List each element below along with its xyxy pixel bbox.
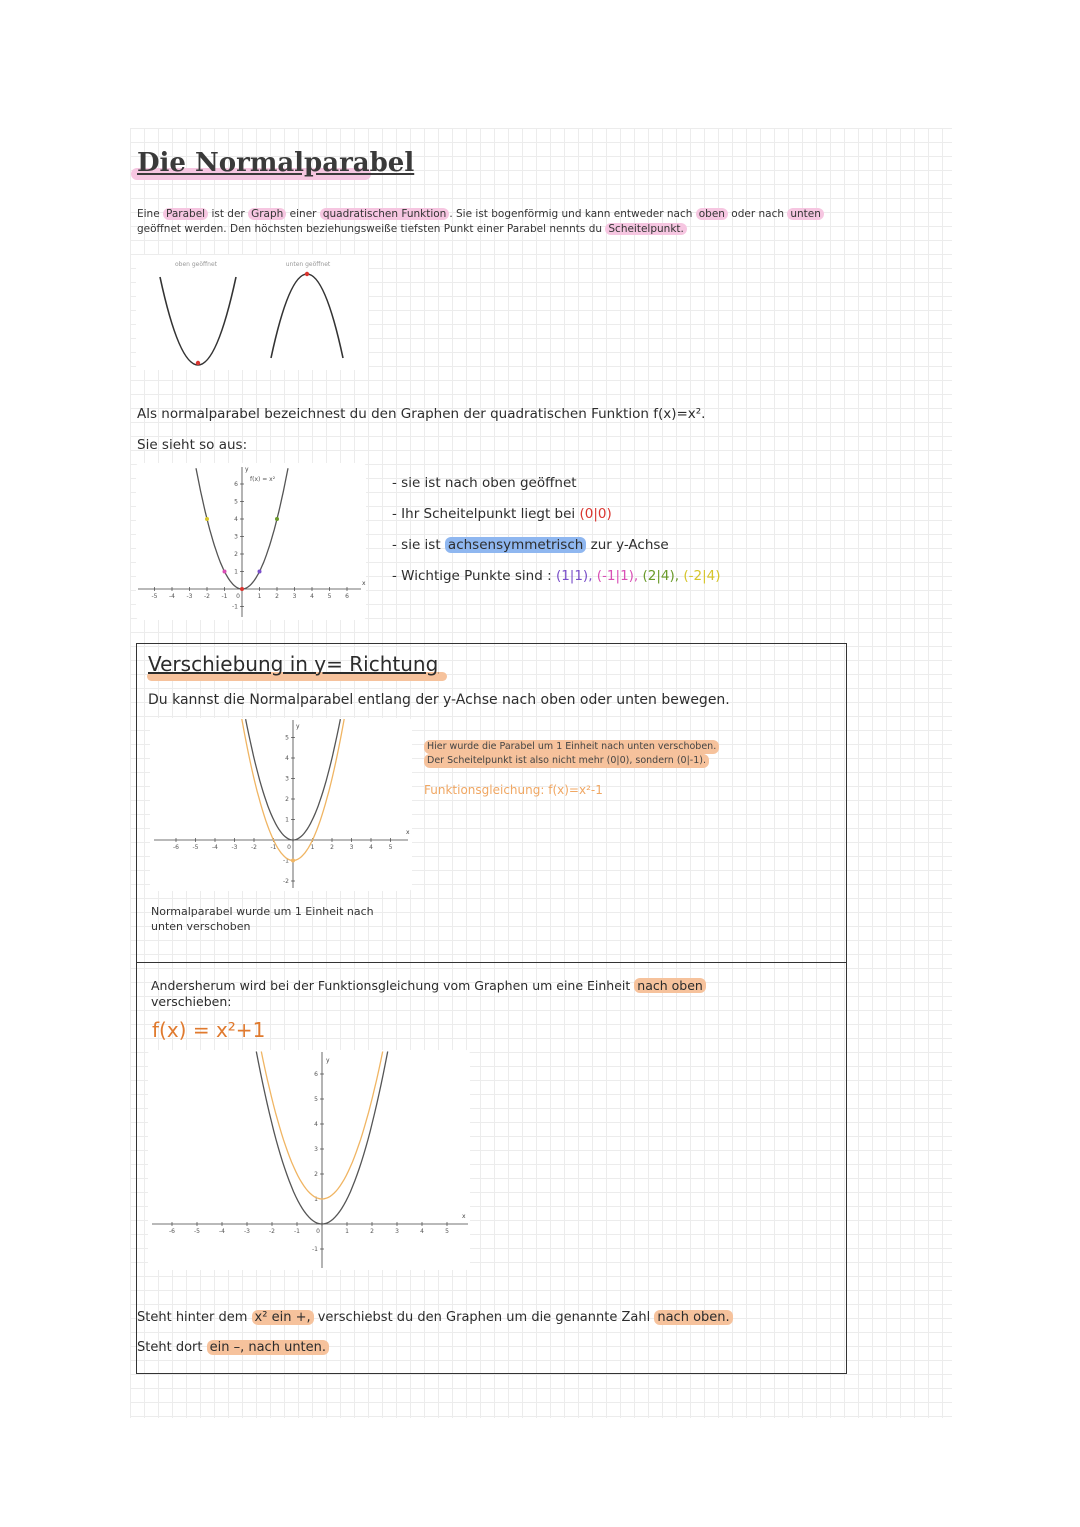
rule-plus — [137, 1310, 733, 1325]
point-label-1-1: (1|1), — [555, 568, 593, 584]
term-achsensymmetrisch: achsensymmetrisch — [445, 537, 586, 553]
term-oben: oben — [696, 208, 728, 220]
x-tick-label: -3 — [231, 844, 238, 851]
label-oben-geoeffnet: oben geöffnet — [174, 261, 218, 268]
normal-definition: Als normalparabel bezeichnest du den Graphen der quadratischen Funktion f(x)=x². — [137, 406, 706, 422]
term-minus-nach-unten: ein –, nach unten. — [207, 1340, 329, 1355]
property-vertex-text: - Ihr Scheitelpunkt liegt bei — [392, 506, 576, 522]
properties-list — [392, 468, 721, 592]
x-tick-label: -5 — [151, 593, 158, 600]
shift-note-line2: Der Scheitelpunkt ist also nicht mehr (0|0), sondern (0|-1). — [424, 754, 709, 768]
x-tick-label: 1 — [345, 1228, 349, 1235]
normal-graph-card — [136, 463, 366, 620]
x-tick-label: 0 — [236, 593, 240, 600]
shift-up-graph-card — [148, 1050, 470, 1270]
y-tick-label: 3 — [234, 533, 238, 541]
y-tick-label: -1 — [283, 857, 289, 865]
term-graph: Graph — [248, 208, 286, 220]
x-tick-label: -1 — [221, 593, 228, 600]
property-important-points — [392, 561, 721, 592]
x-tick-label: -1 — [294, 1228, 300, 1235]
shift-caption — [151, 904, 374, 934]
y-tick-label: 4 — [234, 516, 238, 523]
y-tick-label: 6 — [234, 481, 238, 488]
downward-parabel — [271, 274, 343, 358]
x-tick-label: 5 — [445, 1228, 449, 1235]
rule-minus — [137, 1340, 329, 1355]
y-tick-label: 4 — [285, 755, 289, 762]
term-unten: unten — [787, 208, 824, 220]
caption-line2: unten verschoben — [151, 920, 251, 933]
point-0-0 — [240, 587, 244, 591]
caption-line1: Normalparabel wurde um 1 Einheit nach — [151, 905, 374, 918]
y-tick-label: 2 — [285, 796, 289, 803]
y-tick-label: 1 — [234, 568, 238, 576]
shift-up-intro — [151, 978, 706, 1010]
page-title: Die Normalparabel — [137, 148, 415, 178]
shift-heading: Verschiebung in y= Richtung — [148, 652, 439, 676]
x-tick-label: -1 — [270, 844, 277, 851]
x-tick-label: 3 — [349, 844, 354, 851]
x-tick-label: 4 — [310, 593, 314, 600]
point-minus1-1 — [223, 570, 227, 574]
x-tick-label: -4 — [212, 844, 218, 851]
shift-equation — [424, 783, 603, 797]
intro-text: geöffnet werden. Den höchsten beziehungsweiße tiefsten Punkt einer Parabel nennts du — [137, 223, 603, 235]
property-symmetry — [392, 530, 721, 561]
x-axis-label: x — [406, 829, 410, 836]
intro-paragraph — [137, 207, 837, 237]
x-tick-label: 1 — [257, 593, 262, 600]
y-tick-label: 6 — [314, 1071, 318, 1078]
shifted-vertex — [291, 859, 295, 863]
x-tick-label: 0 — [316, 1228, 320, 1235]
x-tick-label: 2 — [330, 844, 334, 851]
opening-figure-card — [136, 255, 368, 370]
intro-text: einer — [289, 208, 317, 220]
upward-parabel — [160, 277, 236, 365]
vertex-max-point — [305, 272, 309, 276]
shift-intro: Du kannst die Normalparabel entlang der y-Achse nach oben oder unten bewegen. — [148, 692, 730, 708]
y-tick-label: -2 — [283, 878, 289, 885]
equation-shift-up: f(x) = x²+1 — [152, 1018, 266, 1042]
shift-up-text-2: verschieben: — [151, 994, 232, 1009]
x-axis-label: x — [362, 580, 366, 587]
y-axis-label: y — [326, 1057, 330, 1064]
rule-text-3: Steht dort — [137, 1340, 203, 1355]
point-minus2-4 — [205, 517, 209, 521]
property-vertex — [392, 499, 721, 530]
property-points-text: - Wichtige Punkte sind : — [392, 568, 552, 584]
point-2-4 — [275, 517, 279, 521]
y-axis-label: y — [245, 466, 249, 473]
label-unten-geoeffnet: unten geöffnet — [285, 261, 331, 268]
x-tick-label: 4 — [420, 1228, 424, 1235]
y-tick-label: 1 — [314, 1196, 318, 1203]
y-tick-label: 3 — [285, 775, 289, 783]
x-tick-label: 6 — [345, 593, 349, 600]
x-tick-label: 5 — [388, 844, 393, 851]
x-tick-label: 1 — [310, 844, 315, 851]
x-tick-label: 2 — [370, 1228, 374, 1235]
property-opened-up: - sie ist nach oben geöffnet — [392, 475, 577, 491]
y-tick-label: 5 — [314, 1096, 318, 1103]
intro-text: ist der — [211, 208, 245, 220]
x-tick-label: 3 — [292, 593, 297, 600]
intro-text: Eine — [137, 208, 160, 220]
x-tick-label: -3 — [244, 1228, 250, 1235]
x-tick-label: -3 — [186, 593, 193, 600]
y-tick-label: -1 — [312, 1246, 318, 1253]
equation-label: Funktionsgleichung: — [424, 783, 545, 797]
x-tick-label: 0 — [287, 844, 291, 851]
shift-down-graph-card — [150, 718, 412, 891]
y-tick-label: 1 — [285, 816, 289, 824]
vertex-coordinates: (0|0) — [579, 506, 612, 522]
term-parabel: Parabel — [163, 208, 208, 220]
x-axis-label: x — [462, 1213, 466, 1220]
x-tick-label: -4 — [219, 1228, 225, 1235]
point-label-minus1-1: (-1|1), — [596, 568, 639, 584]
vertex-min-point — [196, 361, 200, 365]
x-tick-label: -4 — [169, 593, 175, 600]
y-tick-label: 2 — [314, 1171, 318, 1178]
intro-text: oder nach — [731, 208, 785, 220]
point-1-1 — [258, 570, 262, 574]
rule-text-2: verschiebst du den Graphen um die genannte Zahl — [317, 1310, 651, 1325]
opening-figure — [136, 255, 368, 370]
shift-down-graph — [150, 718, 412, 891]
shift-up-graph — [148, 1050, 470, 1270]
intro-text: . Sie ist bogenförmig und kann entweder nach — [449, 208, 693, 220]
y-tick-label: 5 — [285, 734, 289, 742]
y-tick-label: 2 — [234, 551, 238, 558]
shift-note — [424, 740, 719, 768]
term-x2-plus: x² ein +, — [252, 1310, 314, 1325]
normal-sieht-so-aus: Sie sieht so aus: — [137, 437, 248, 453]
equation-shift-down: f(x)=x²-1 — [548, 783, 603, 797]
x-tick-label: 5 — [327, 593, 332, 600]
y-axis-label: y — [296, 723, 300, 730]
term-nach-oben-2: nach oben. — [654, 1310, 732, 1325]
function-label: f(x) = x² — [250, 476, 276, 483]
property-symmetry-text: - sie ist — [392, 537, 441, 553]
point-label-minus2-4: (-2|4) — [683, 568, 721, 584]
y-tick-label: 4 — [314, 1121, 318, 1128]
shift-up-text: Andersherum wird bei der Funktionsgleichung vom Graphen um eine Einheit — [151, 978, 631, 993]
x-tick-label: -5 — [192, 844, 199, 851]
x-tick-label: 2 — [275, 593, 279, 600]
x-tick-label: 4 — [369, 844, 373, 851]
property-symmetry-text-2: zur y-Achse — [590, 537, 669, 553]
term-nach-oben: nach oben — [634, 978, 706, 993]
x-tick-label: 3 — [395, 1228, 399, 1235]
shift-note-line1: Hier wurde die Parabel um 1 Einheit nach unten verschoben. — [424, 740, 719, 754]
y-tick-label: 3 — [314, 1146, 318, 1153]
term-quadratic-function: quadratischen Funktion — [320, 208, 450, 220]
term-scheitelpunkt: Scheitelpunkt. — [605, 223, 686, 235]
x-tick-label: -6 — [169, 1228, 175, 1235]
y-tick-label: 5 — [234, 498, 238, 506]
y-tick-label: -1 — [232, 603, 238, 611]
normal-parabola-graph — [136, 463, 366, 620]
x-tick-label: -6 — [173, 844, 179, 851]
x-tick-label: -5 — [194, 1228, 200, 1235]
x-tick-label: -2 — [251, 844, 257, 851]
x-tick-label: -2 — [269, 1228, 275, 1235]
rule-text: Steht hinter dem — [137, 1310, 248, 1325]
x-tick-label: -2 — [204, 593, 210, 600]
point-label-2-4: (2|4), — [642, 568, 680, 584]
